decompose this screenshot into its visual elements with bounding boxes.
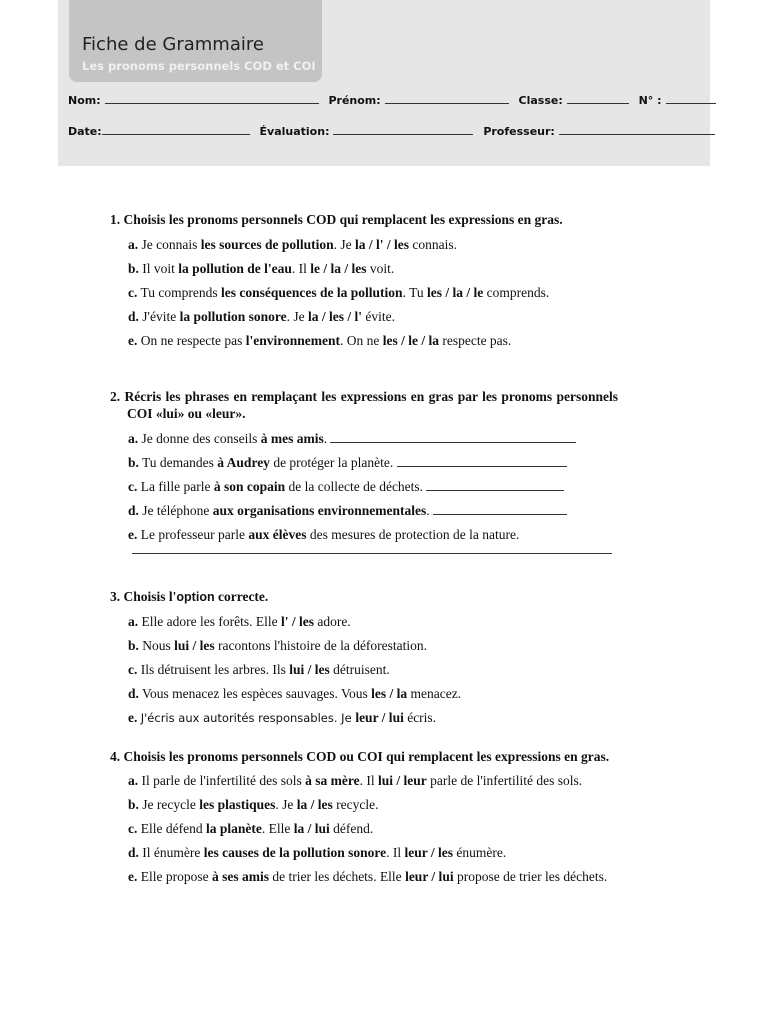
exercise-4-item: a. Il parle de l'infertilité des sols à sa mère. Il lui / leur parle de l'infertilité des sols. — [128, 773, 583, 788]
exercise-1-item: a. Je connais les sources de pollution. Je la / l' / les connais. — [128, 237, 457, 252]
professeur-label: Professeur: — [483, 125, 555, 138]
date-label: Date: — [68, 125, 102, 138]
option-choice[interactable]: les / la / le — [426, 285, 484, 300]
exercise-3-item: b. Nous lui / les racontons l'histoire de la déforestation. — [128, 638, 428, 653]
page-subtitle: Les pronoms personnels COD et COI — [82, 59, 316, 73]
exercise-1-item: b. Il voit la pollution de l'eau. Il le / la / les voit. — [128, 261, 395, 276]
option-choice[interactable]: l' / les — [280, 614, 314, 629]
professeur-field[interactable] — [559, 124, 715, 135]
option-choice[interactable]: lui / les — [289, 662, 330, 677]
option-choice[interactable]: leur / lui — [405, 869, 454, 884]
exercise-4 — [110, 748, 618, 885]
exercise-2 — [110, 388, 618, 554]
exercise-3-item: c. Ils détruisent les arbres. Ils lui / les détruisent. — [128, 662, 390, 677]
prenom-label: Prénom: — [328, 94, 381, 107]
classe-label: Classe: — [518, 94, 563, 107]
exercise-1-instruction: 1. Choisis les pronoms personnels COD qui remplacent les expressions en gras. — [110, 212, 563, 227]
exercise-1-item: c. Tu comprends les conséquences de la pollution. Tu les / la / le comprends. — [128, 285, 550, 300]
exercise-2-item: e. Le professeur parle aux élèves des mesures de protection de la nature. — [128, 527, 520, 542]
student-info-row-2 — [68, 124, 721, 138]
date-field[interactable] — [102, 124, 250, 135]
exercise-2-item: b. Tu demandes à Audrey de protéger la planète. — [110, 454, 618, 471]
numero-label: N° : — [638, 94, 662, 107]
exercise-4-item: d. Il énumère les causes de la pollution sonore. Il leur / les énumère. — [128, 845, 507, 860]
answer-line[interactable] — [132, 553, 612, 554]
exercise-1 — [110, 211, 618, 349]
option-choice[interactable]: la / les — [296, 797, 333, 812]
exercise-3 — [110, 588, 618, 727]
option-choice[interactable]: lui / leur — [378, 773, 427, 788]
exercise-3-item: a. Elle adore les forêts. Elle l' / les adore. — [128, 614, 351, 629]
option-choice[interactable]: la / lui — [293, 821, 330, 836]
option-choice[interactable]: leur / lui — [355, 710, 404, 725]
exercise-2-instruction: 2. Récris les phrases en remplaçant les expressions en gras par les pronoms personnels COI «lui» ou «leur». — [110, 389, 619, 421]
exercise-2-item: d. Je téléphone aux organisations environnementales. — [110, 502, 618, 519]
prenom-field[interactable] — [385, 93, 509, 104]
nom-field[interactable] — [105, 93, 319, 104]
option-choice[interactable]: les / le / la — [382, 333, 439, 348]
option-choice[interactable]: lui / les — [174, 638, 215, 653]
nom-label: Nom: — [68, 94, 101, 107]
numero-field[interactable] — [666, 93, 716, 104]
answer-line[interactable] — [426, 479, 564, 491]
exercise-2-item: c. La fille parle à son copain de la collecte de déchets. — [110, 478, 618, 495]
option-choice[interactable]: le / la / les — [310, 261, 367, 276]
exercise-3-item: d. Vous menacez les espèces sauvages. Vous les / la menacez. — [128, 686, 462, 701]
evaluation-field[interactable] — [333, 124, 473, 135]
page-title: Fiche de Grammaire — [82, 34, 264, 55]
option-choice[interactable]: la / l' / les — [355, 237, 409, 252]
answer-line[interactable] — [433, 503, 567, 515]
option-choice[interactable]: les / la — [371, 686, 408, 701]
student-info-row-1 — [68, 93, 722, 107]
exercise-3-item: e. J'écris aux autorités responsables. Je leur / lui écris. — [128, 710, 437, 725]
exercise-4-item: c. Elle défend la planète. Elle la / lui défend. — [128, 821, 374, 836]
answer-line[interactable] — [397, 455, 567, 467]
exercise-3-instruction: 3. Choisis l'option correcte. — [110, 589, 269, 604]
exercise-1-item: d. J'évite la pollution sonore. Je la / les / l' évite. — [128, 309, 395, 324]
exercise-4-item: e. Elle propose à ses amis de trier les déchets. Elle leur / lui propose de trier les déchets. — [128, 869, 608, 884]
option-choice[interactable]: leur / les — [404, 845, 454, 860]
exercise-1-item: e. On ne respecte pas l'environnement. On ne les / le / la respecte pas. — [128, 333, 512, 348]
evaluation-label: Évaluation: — [259, 125, 330, 138]
exercise-4-instruction: 4. Choisis les pronoms personnels COD ou COI qui remplacent les expressions en gras. — [110, 749, 610, 764]
option-choice[interactable]: la / les / l' — [307, 309, 362, 324]
exercise-4-item: b. Je recycle les plastiques. Je la / les recycle. — [128, 797, 379, 812]
classe-field[interactable] — [567, 93, 629, 104]
answer-line[interactable] — [330, 431, 576, 443]
exercise-2-item: a. Je donne des conseils à mes amis. — [110, 430, 618, 447]
